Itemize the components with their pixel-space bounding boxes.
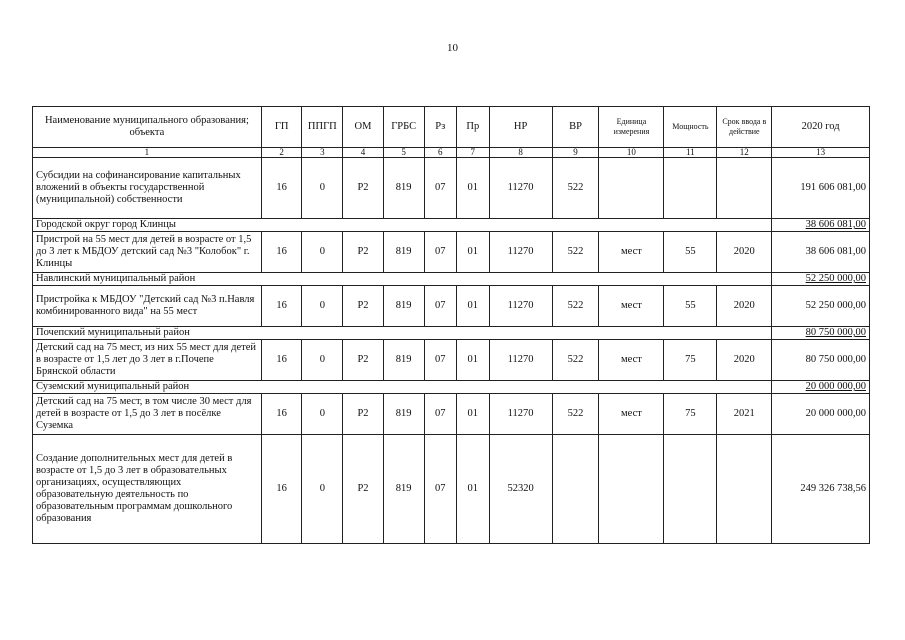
cell-vr: 522 xyxy=(552,286,599,327)
cell-power: 75 xyxy=(664,394,717,435)
cell-om: Р2 xyxy=(343,286,384,327)
cell-gp: 16 xyxy=(261,394,302,435)
cell-term: 2021 xyxy=(717,394,772,435)
table-row xyxy=(33,340,870,381)
cell-term: 2020 xyxy=(717,340,772,381)
header-nr: НР xyxy=(489,107,552,148)
cell-grbs: 819 xyxy=(383,232,424,273)
cell-power xyxy=(664,158,717,219)
cell-om: Р2 xyxy=(343,340,384,381)
header-ppgp: ППГП xyxy=(302,107,343,148)
column-number: 7 xyxy=(457,148,490,158)
cell-nr: 11270 xyxy=(489,286,552,327)
cell-unit: мест xyxy=(599,232,664,273)
cell-pr: 01 xyxy=(457,232,490,273)
cell-nr: 11270 xyxy=(489,394,552,435)
cell-unit: мест xyxy=(599,394,664,435)
cell-amount: 52 250 000,00 xyxy=(772,286,870,327)
row-name: Создание дополнительных мест для детей в возрасте от 1,5 до 3 лет в образовательных организациях, осуществляющих образовательную деятельность по образовательным программам дошкольного образования xyxy=(33,435,262,544)
header-year: 2020 год xyxy=(772,107,870,148)
row-name: Детский сад на 75 мест, из них 55 мест для детей в возрасте от 1,5 лет до 3 лет в г.Почепе Брянской области xyxy=(33,340,262,381)
district-name: Почепский муниципальный район xyxy=(33,327,772,340)
cell-unit: мест xyxy=(599,340,664,381)
cell-vr: 522 xyxy=(552,158,599,219)
cell-ppgp: 0 xyxy=(302,435,343,544)
cell-power xyxy=(664,435,717,544)
cell-rz: 07 xyxy=(424,158,457,219)
cell-pr: 01 xyxy=(457,394,490,435)
district-amount: 38 606 081,00 xyxy=(772,219,870,232)
table-row xyxy=(33,232,870,273)
cell-term: 2020 xyxy=(717,286,772,327)
cell-power: 55 xyxy=(664,286,717,327)
cell-unit xyxy=(599,158,664,219)
cell-gp: 16 xyxy=(261,232,302,273)
page-number: 10 xyxy=(447,42,458,54)
column-number: 12 xyxy=(717,148,772,158)
row-name: Пристрой на 55 мест для детей в возрасте от 1,5 до 3 лет к МБДОУ детский сад №3 "Колобок" г. Клинцы xyxy=(33,232,262,273)
cell-term xyxy=(717,435,772,544)
table-row xyxy=(33,286,870,327)
district-amount: 20 000 000,00 xyxy=(772,381,870,394)
table-row xyxy=(33,158,870,219)
district-row xyxy=(33,273,870,286)
district-row xyxy=(33,327,870,340)
cell-rz: 07 xyxy=(424,232,457,273)
header-gp: ГП xyxy=(261,107,302,148)
cell-ppgp: 0 xyxy=(302,232,343,273)
cell-ppgp: 0 xyxy=(302,286,343,327)
cell-grbs: 819 xyxy=(383,340,424,381)
header-name: Наименование муниципального образования; объекта xyxy=(33,107,262,148)
header-om: ОМ xyxy=(343,107,384,148)
column-number: 5 xyxy=(383,148,424,158)
cell-grbs: 819 xyxy=(383,394,424,435)
column-number: 2 xyxy=(261,148,302,158)
column-number: 11 xyxy=(664,148,717,158)
cell-pr: 01 xyxy=(457,158,490,219)
cell-grbs: 819 xyxy=(383,286,424,327)
header-grbs: ГРБС xyxy=(383,107,424,148)
cell-nr: 11270 xyxy=(489,340,552,381)
cell-amount: 80 750 000,00 xyxy=(772,340,870,381)
header-term: Срок ввода в действие xyxy=(717,107,772,148)
cell-unit: мест xyxy=(599,286,664,327)
cell-vr xyxy=(552,435,599,544)
cell-om: Р2 xyxy=(343,394,384,435)
district-name: Городской округ город Клинцы xyxy=(33,219,772,232)
column-number: 9 xyxy=(552,148,599,158)
cell-pr: 01 xyxy=(457,340,490,381)
cell-term: 2020 xyxy=(717,232,772,273)
cell-rz: 07 xyxy=(424,340,457,381)
column-number: 10 xyxy=(599,148,664,158)
cell-power: 75 xyxy=(664,340,717,381)
district-name: Навлинский муниципальный район xyxy=(33,273,772,286)
budget-table xyxy=(32,106,870,544)
header-rz: Рз xyxy=(424,107,457,148)
cell-vr: 522 xyxy=(552,232,599,273)
district-row xyxy=(33,381,870,394)
cell-pr: 01 xyxy=(457,286,490,327)
cell-om: Р2 xyxy=(343,435,384,544)
cell-term xyxy=(717,158,772,219)
header-power: Мощность xyxy=(664,107,717,148)
cell-grbs: 819 xyxy=(383,158,424,219)
column-number: 6 xyxy=(424,148,457,158)
cell-amount: 249 326 738,56 xyxy=(772,435,870,544)
cell-amount: 20 000 000,00 xyxy=(772,394,870,435)
cell-ppgp: 0 xyxy=(302,340,343,381)
cell-vr: 522 xyxy=(552,394,599,435)
cell-rz: 07 xyxy=(424,435,457,544)
column-number-row xyxy=(33,148,870,158)
district-row xyxy=(33,219,870,232)
header-vr: ВР xyxy=(552,107,599,148)
district-amount: 52 250 000,00 xyxy=(772,273,870,286)
cell-amount: 191 606 081,00 xyxy=(772,158,870,219)
cell-amount: 38 606 081,00 xyxy=(772,232,870,273)
cell-om: Р2 xyxy=(343,158,384,219)
cell-pr: 01 xyxy=(457,435,490,544)
header-unit: Единица измерения xyxy=(599,107,664,148)
row-name: Пристройка к МБДОУ "Детский сад №3 п.Навля комбинированного вида" на 55 мест xyxy=(33,286,262,327)
cell-vr: 522 xyxy=(552,340,599,381)
cell-power: 55 xyxy=(664,232,717,273)
row-name: Субсидии на софинансирование капитальных вложений в объекты государственной (муниципальной) собственности xyxy=(33,158,262,219)
cell-grbs: 819 xyxy=(383,435,424,544)
column-number: 3 xyxy=(302,148,343,158)
cell-gp: 16 xyxy=(261,435,302,544)
column-number: 1 xyxy=(33,148,262,158)
cell-gp: 16 xyxy=(261,158,302,219)
column-number: 4 xyxy=(343,148,384,158)
district-amount: 80 750 000,00 xyxy=(772,327,870,340)
cell-rz: 07 xyxy=(424,286,457,327)
cell-ppgp: 0 xyxy=(302,158,343,219)
cell-gp: 16 xyxy=(261,286,302,327)
cell-om: Р2 xyxy=(343,232,384,273)
header-row xyxy=(33,107,870,148)
header-pr: Пр xyxy=(457,107,490,148)
table-row xyxy=(33,394,870,435)
row-name: Детский сад на 75 мест, в том числе 30 мест для детей в возрасте от 1,5 до 3 лет в посёлке Суземка xyxy=(33,394,262,435)
column-number: 13 xyxy=(772,148,870,158)
table-row xyxy=(33,435,870,544)
cell-gp: 16 xyxy=(261,340,302,381)
district-name: Суземский муниципальный район xyxy=(33,381,772,394)
cell-nr: 52320 xyxy=(489,435,552,544)
cell-nr: 11270 xyxy=(489,232,552,273)
cell-unit xyxy=(599,435,664,544)
cell-rz: 07 xyxy=(424,394,457,435)
cell-nr: 11270 xyxy=(489,158,552,219)
column-number: 8 xyxy=(489,148,552,158)
cell-ppgp: 0 xyxy=(302,394,343,435)
